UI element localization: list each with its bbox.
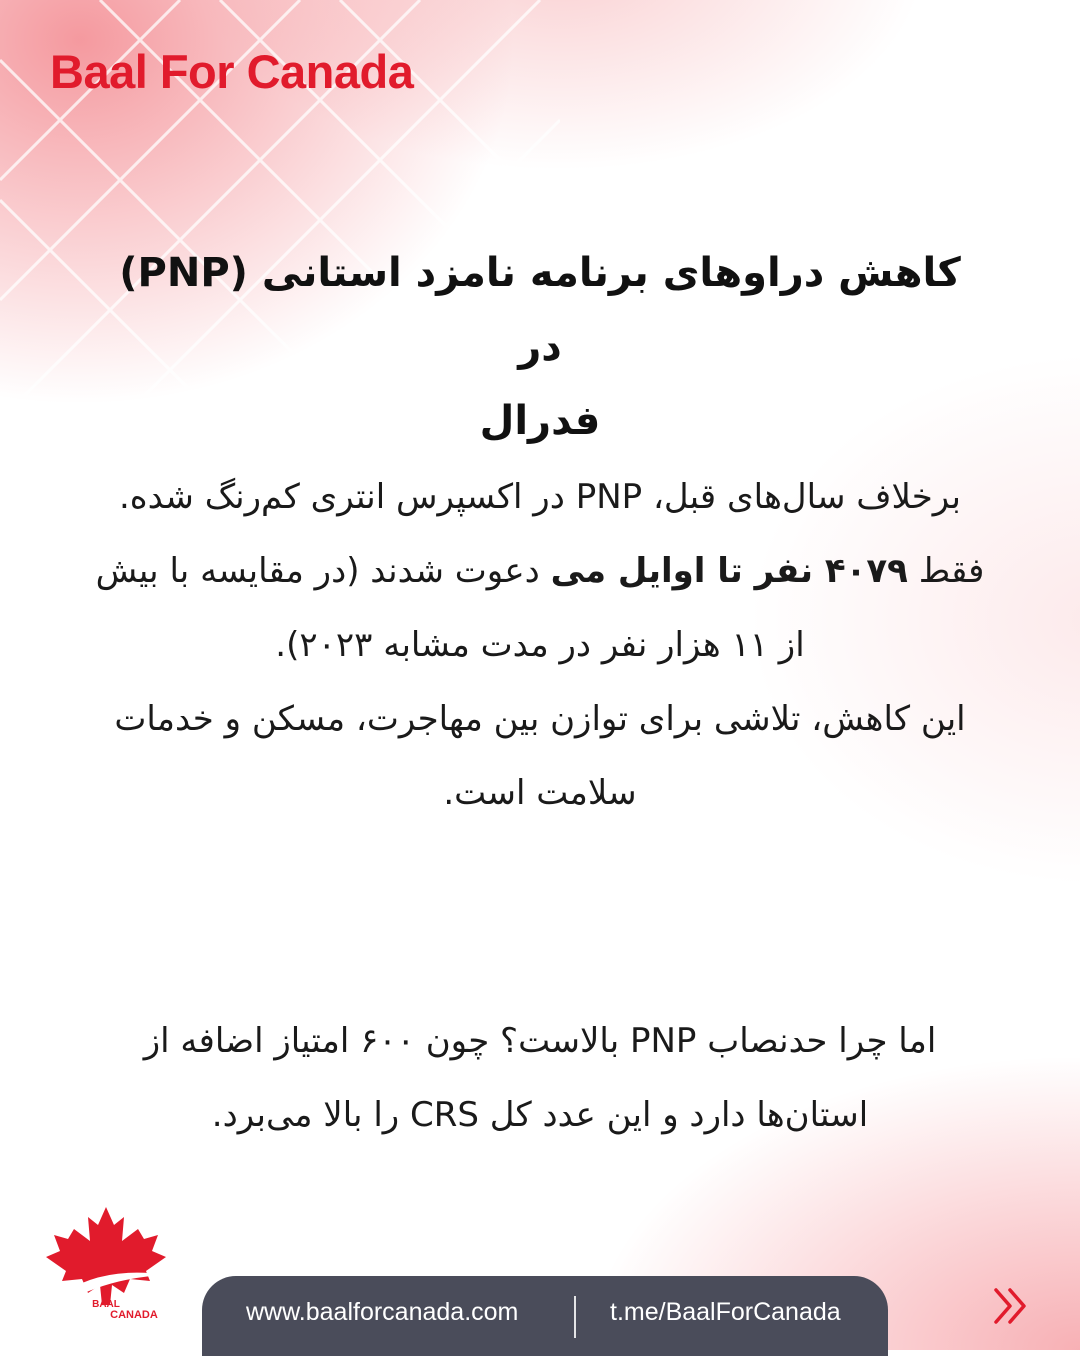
page-title bbox=[100, 236, 980, 458]
logo-text-line2: CANADA bbox=[110, 1309, 158, 1321]
paragraph1-conclusion: این کاهش، تلاشی برای توازن بین مهاجرت، مسکن و خدمات سلامت است. bbox=[114, 699, 966, 813]
paragraph1-highlight: ۴۰۷۹ نفر تا اوایل می bbox=[550, 551, 908, 591]
logo-text-line1: BAAL bbox=[92, 1299, 120, 1310]
maple-leaf-logo-icon bbox=[40, 1205, 175, 1325]
paragraph1-suffix: دعوت شدند (در مقایسه با بیش از ۱۱ هزار نفر در مدت مشابه ۲۰۲۳). bbox=[95, 551, 805, 665]
title-line-2: فدرال bbox=[479, 398, 601, 444]
title-line-1: کاهش دراوهای برنامه نامزد استانی (PNP) در bbox=[119, 250, 961, 370]
website-link[interactable]: www.baalforcanada.com bbox=[246, 1298, 519, 1326]
paragraph1-intro: برخلاف سال‌های قبل، PNP در اکسپرس انتری کم‌رنگ شده. bbox=[118, 477, 962, 517]
footer-bar bbox=[202, 1276, 888, 1356]
paragraph-pnp-threshold bbox=[90, 1004, 990, 1152]
footer-divider bbox=[574, 1296, 576, 1338]
paragraph2-text: اما چرا حدنصاب PNP بالاست؟ چون ۶۰۰ امتیاز اضافه از استان‌ها دارد و این عدد کل CRS را بالا می‌برد. bbox=[143, 1021, 937, 1135]
paragraph-pnp-decline bbox=[90, 460, 990, 830]
brand-title: Baal For Canada bbox=[50, 45, 414, 98]
double-chevron-right-icon[interactable] bbox=[990, 1284, 1034, 1328]
telegram-link[interactable]: t.me/BaalForCanada bbox=[610, 1298, 841, 1326]
paragraph1-prefix: فقط bbox=[918, 551, 985, 591]
